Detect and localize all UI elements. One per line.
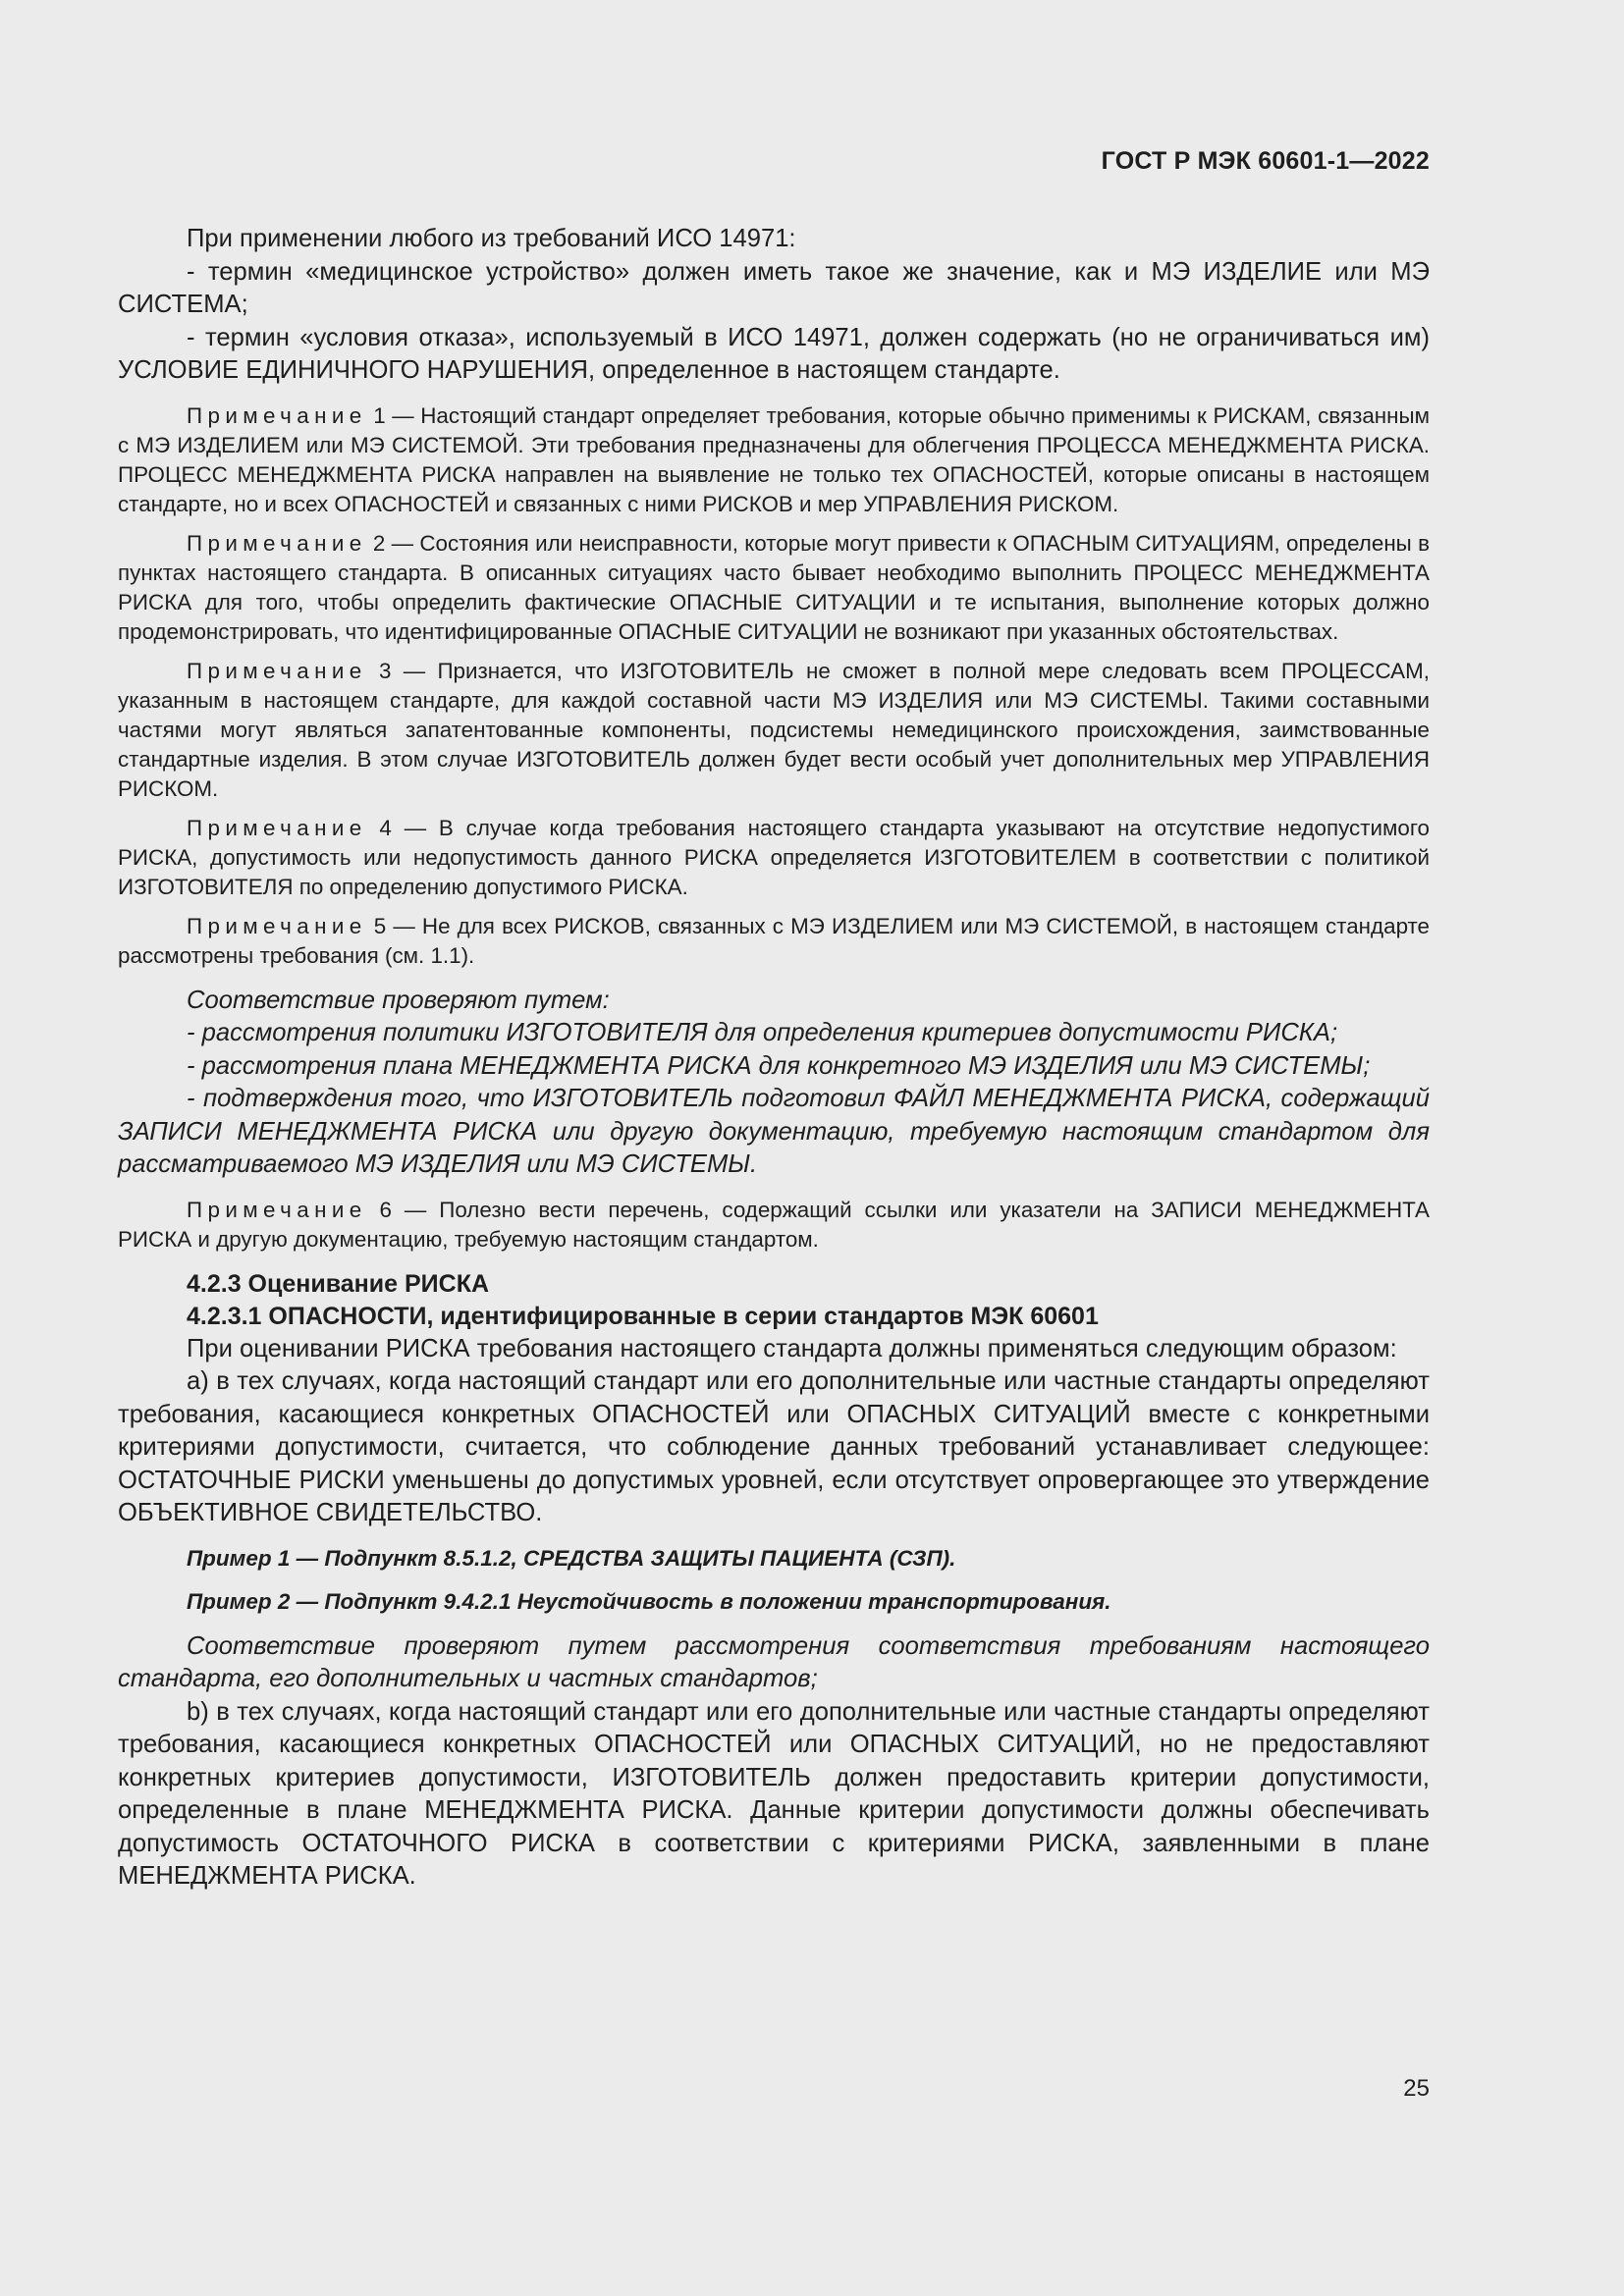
note-5 [118, 912, 1430, 971]
note-1 [118, 401, 1430, 519]
section-paragraph: При оценивании РИСКА требования настоящего стандарта должны применяться следующим образом: [187, 1334, 1397, 1362]
note-3 [118, 657, 1430, 804]
note-label: Примечание [187, 913, 367, 938]
note-text: 2 — Состояния или неисправности, которые могут привести к ОПАСНЫМ СИТУАЦИЯМ, определены в пунктах настоящего стандарта. В описанных ситуациях часто бывает необходимо выполнить ПРОЦЕСС МЕНЕДЖМЕНТА РИСКА для того, чтобы определить фактические ОПАСНЫЕ СИТУАЦИИ и те испытания, выполнение которых должно продемонстрировать, что идентифицированные ОПАСНЫЕ СИТУАЦИИ не возникают при указанных обстоятельствах. [118, 530, 1430, 644]
note-2 [118, 529, 1430, 647]
note-text: 6 — Полезно вести перечень, содержащий ссылки или указатели на ЗАПИСИ МЕНЕДЖМЕНТА РИСКА и другую документацию, требуемую настоящим стандартом. [118, 1197, 1430, 1252]
section-heading: 4.2.3 Оценивание РИСКА [187, 1269, 490, 1298]
list-item-a: a) в тех случаях, когда настоящий стандарт или его дополнительные или частные стандарты определяют требования, касающиеся конкретных ОПАСНОСТЕЙ или ОПАСНЫХ СИТУАЦИЙ вместе с конкретными критериями допустимости, считается, что соблюдение данных требований устанавливает следующее: ОСТАТОЧНЫЕ РИСКИ уменьшены до допустимых уровней, если отсутствует опровергающее это утверждение ОБЪЕКТИВНОЕ СВИДЕТЕЛЬСТВО. [118, 1367, 1430, 1526]
compliance-lead: Соответствие проверяют путем: [187, 986, 610, 1014]
example-2: Пример 2 — Подпункт 9.4.2.1 Неустойчивость в положении транспортирования. [187, 1588, 1111, 1614]
compliance-check: Соответствие проверяют путем рассмотрения соответствия требованиям настоящего стандарта, его дополнительных и частных стандартов; [118, 1631, 1430, 1692]
subsection-heading: 4.2.3.1 ОПАСНОСТИ, идентифицированные в серии стандартов МЭК 60601 [187, 1302, 1099, 1330]
document-code-header: ГОСТ Р МЭК 60601-1—2022 [1101, 147, 1430, 175]
intro-list-item: - термин «медицинское устройство» должен иметь такое же значение, как и МЭ ИЗДЕЛИЕ или МЭ СИСТЕМА; [118, 257, 1430, 318]
compliance-item: - подтверждения того, что ИЗГОТОВИТЕЛЬ подготовил ФАЙЛ МЕНЕДЖМЕНТА РИСКА, содержащий ЗАПИСИ МЕНЕДЖМЕНТА РИСКА или другую документацию, требуемую настоящим стандартом для рассматриваемого МЭ ИЗДЕЛИЯ или МЭ СИСТЕМЫ. [118, 1085, 1430, 1178]
note-label: Примечание [187, 1197, 367, 1222]
note-label: Примечание [187, 815, 367, 840]
note-label: Примечание [187, 530, 367, 556]
note-text: 5 — Не для всех РИСКОВ, связанных с МЭ ИЗДЕЛИЕМ или МЭ СИСТЕМОЙ, в настоящем стандарте рассмотрены требования (см. 1.1). [118, 913, 1430, 968]
list-item-b: b) в тех случаях, когда настоящий стандарт или его дополнительные или частные стандарты определяют требования, касающиеся конкретных ОПАСНОСТЕЙ или ОПАСНЫХ СИТУАЦИЙ, но не предоставляют конкретных критериев допустимости, ИЗГОТОВИТЕЛЬ должен предоставить критерии допустимости, определенные в плане МЕНЕДЖМЕНТА РИСКА. Данные критерии допустимости должны обеспечивать допустимость ОСТАТОЧНОГО РИСКА в соответствии с критериями РИСКА, заявленными в плане МЕНЕДЖМЕНТА РИСКА. [118, 1697, 1430, 1890]
note-label: Примечание [187, 402, 367, 428]
example-1: Пример 1 — Подпункт 8.5.1.2, СРЕДСТВА ЗАЩИТЫ ПАЦИЕНТА (СЗП). [187, 1545, 956, 1571]
intro-paragraph: При применении любого из требований ИСО 14971: [187, 225, 796, 252]
page-content [118, 223, 1430, 1894]
note-6 [118, 1196, 1430, 1255]
compliance-item: - рассмотрения политики ИЗГОТОВИТЕЛЯ для определения критериев допустимости РИСКА; [187, 1019, 1338, 1046]
note-text: 1 — Настоящий стандарт определяет требования, которые обычно применимы к РИСКАМ, связанным с МЭ ИЗДЕЛИЕМ или МЭ СИСТЕМОЙ. Эти требования предназначены для облегчения ПРОЦЕССА МЕНЕДЖМЕНТА РИСКА. ПРОЦЕСС МЕНЕДЖМЕНТА РИСКА направлен на выявление не только тех ОПАСНОСТЕЙ, которые описаны в настоящем стандарте, но и всех ОПАСНОСТЕЙ и связанных с ними РИСКОВ и мер УПРАВЛЕНИЯ РИСКОМ. [118, 402, 1430, 516]
intro-list-item: - термин «условия отказа», используемый в ИСО 14971, должен содержать (но не ограничиваться им) УСЛОВИЕ ЕДИНИЧНОГО НАРУШЕНИЯ, определенное в настоящем стандарте. [118, 323, 1430, 384]
note-text: 4 — В случае когда требования настоящего стандарта указывают на отсутствие недопустимого РИСКА, допустимость или недопустимость данного РИСКА определяется ИЗГОТОВИТЕЛЕМ в соответствии с политикой ИЗГОТОВИТЕЛЯ по определению допустимого РИСКА. [118, 815, 1430, 899]
note-text: 3 — Признается, что ИЗГОТОВИТЕЛЬ не сможет в полной мере следовать всем ПРОЦЕССАМ, указанным в настоящем стандарте, для каждой составной части МЭ ИЗДЕЛИЯ или МЭ СИСТЕМЫ. Такими составными частями могут являться запатентованные компоненты, подсистемы немедицинского происхождения, заимствованные стандартные изделия. В этом случае ИЗГОТОВИТЕЛЬ должен будет вести особый учет дополнительных мер УПРАВЛЕНИЯ РИСКОМ. [118, 658, 1430, 801]
note-label: Примечание [187, 658, 367, 683]
page-number: 25 [1403, 2075, 1430, 2102]
note-4 [118, 814, 1430, 902]
compliance-item: - рассмотрения плана МЕНЕДЖМЕНТА РИСКА для конкретного МЭ ИЗДЕЛИЯ или МЭ СИСТЕМЫ; [187, 1051, 1371, 1080]
